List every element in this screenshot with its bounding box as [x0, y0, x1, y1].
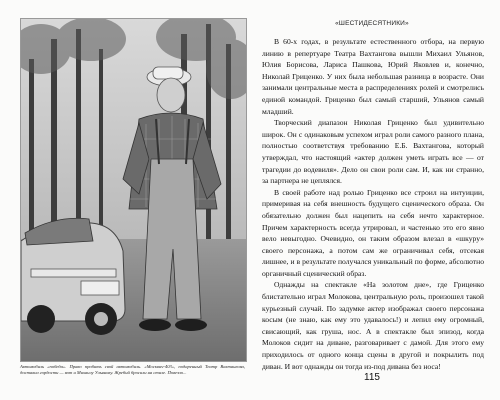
paragraph: В своей работе над ролью Гриценко все строил на интуиции, примеривая на себя внешность будущего сценического образа. Он обязательно должен был нацепить на себя нечто характерное. Причем характерность всегда утрировал, и частенько это его явно вело невыгодно. Очевидно, он таким образом влезал в «шкуру» своего персонажа, а потом сам же ограничивал себя, отсекая лишнее, и в результате получался уникальный по форме, абсолютно органичный сценический образ.	[262, 187, 484, 278]
running-head: «ШЕСТИДЕСЯТНИКИ»	[335, 20, 409, 27]
photo-caption: Автомобиль «победа». Право пробить свой автомобиль. «Москвич-403», подаренный Театр Вахтангова, доставил гордости — вот и Михаилу Ульянову. Жребий бросили на стиле. Повезло...	[20, 364, 245, 375]
paragraph: В 60-х годах, в результате естественного отбора, на первую линию в репертуаре Театра Вахтангова вышли Михаил Ульянов, Юлия Борисова, Лариса Пашкова, Юрий Яковлев и, конечно, Николай Гриценко. У них была небольшая разница в возрасте. Они занимали центральные места в распределениях ролей и смотрелись единой командой. Гриценко был самый старший, Ульянов самый младший.	[262, 37, 484, 116]
paragraph: Однажды на спектакле «На золотом дне», где Гриценко блистательно играл Молокова, центральную роль, произошел такой курьезный случай. По задумке актер изображал своего персонажа косым (не знаю, как ему это удавалось!) и лепил ему огромный, свисающий, как груша, нос. А в спектакле был эпизод, когда Молоков сидит на диване, разговаривает с дамой. Для этого ему приходилось от одного конца сцены в другой и покрылить под диван. И вот однажды он тогда из-под дивана без носа!	[262, 280, 484, 371]
body-text	[262, 36, 484, 372]
paragraph: Творческий диапазон Николая Гриценко был удивительно широк. Он с одинаковым успехом играл роли самого разного плана, полностью соответствуя требованию Е.Б. Вахтангова, который утверждал, что настоящий «актер должен уметь играть все — от трагедии до водевиля». Дело он свои роли сам. И, как ни странно, за партнера не цеплялся.	[262, 118, 484, 186]
page-number: 115	[364, 372, 380, 383]
photograph	[20, 18, 247, 362]
photo-man-with-car-icon	[21, 19, 246, 361]
